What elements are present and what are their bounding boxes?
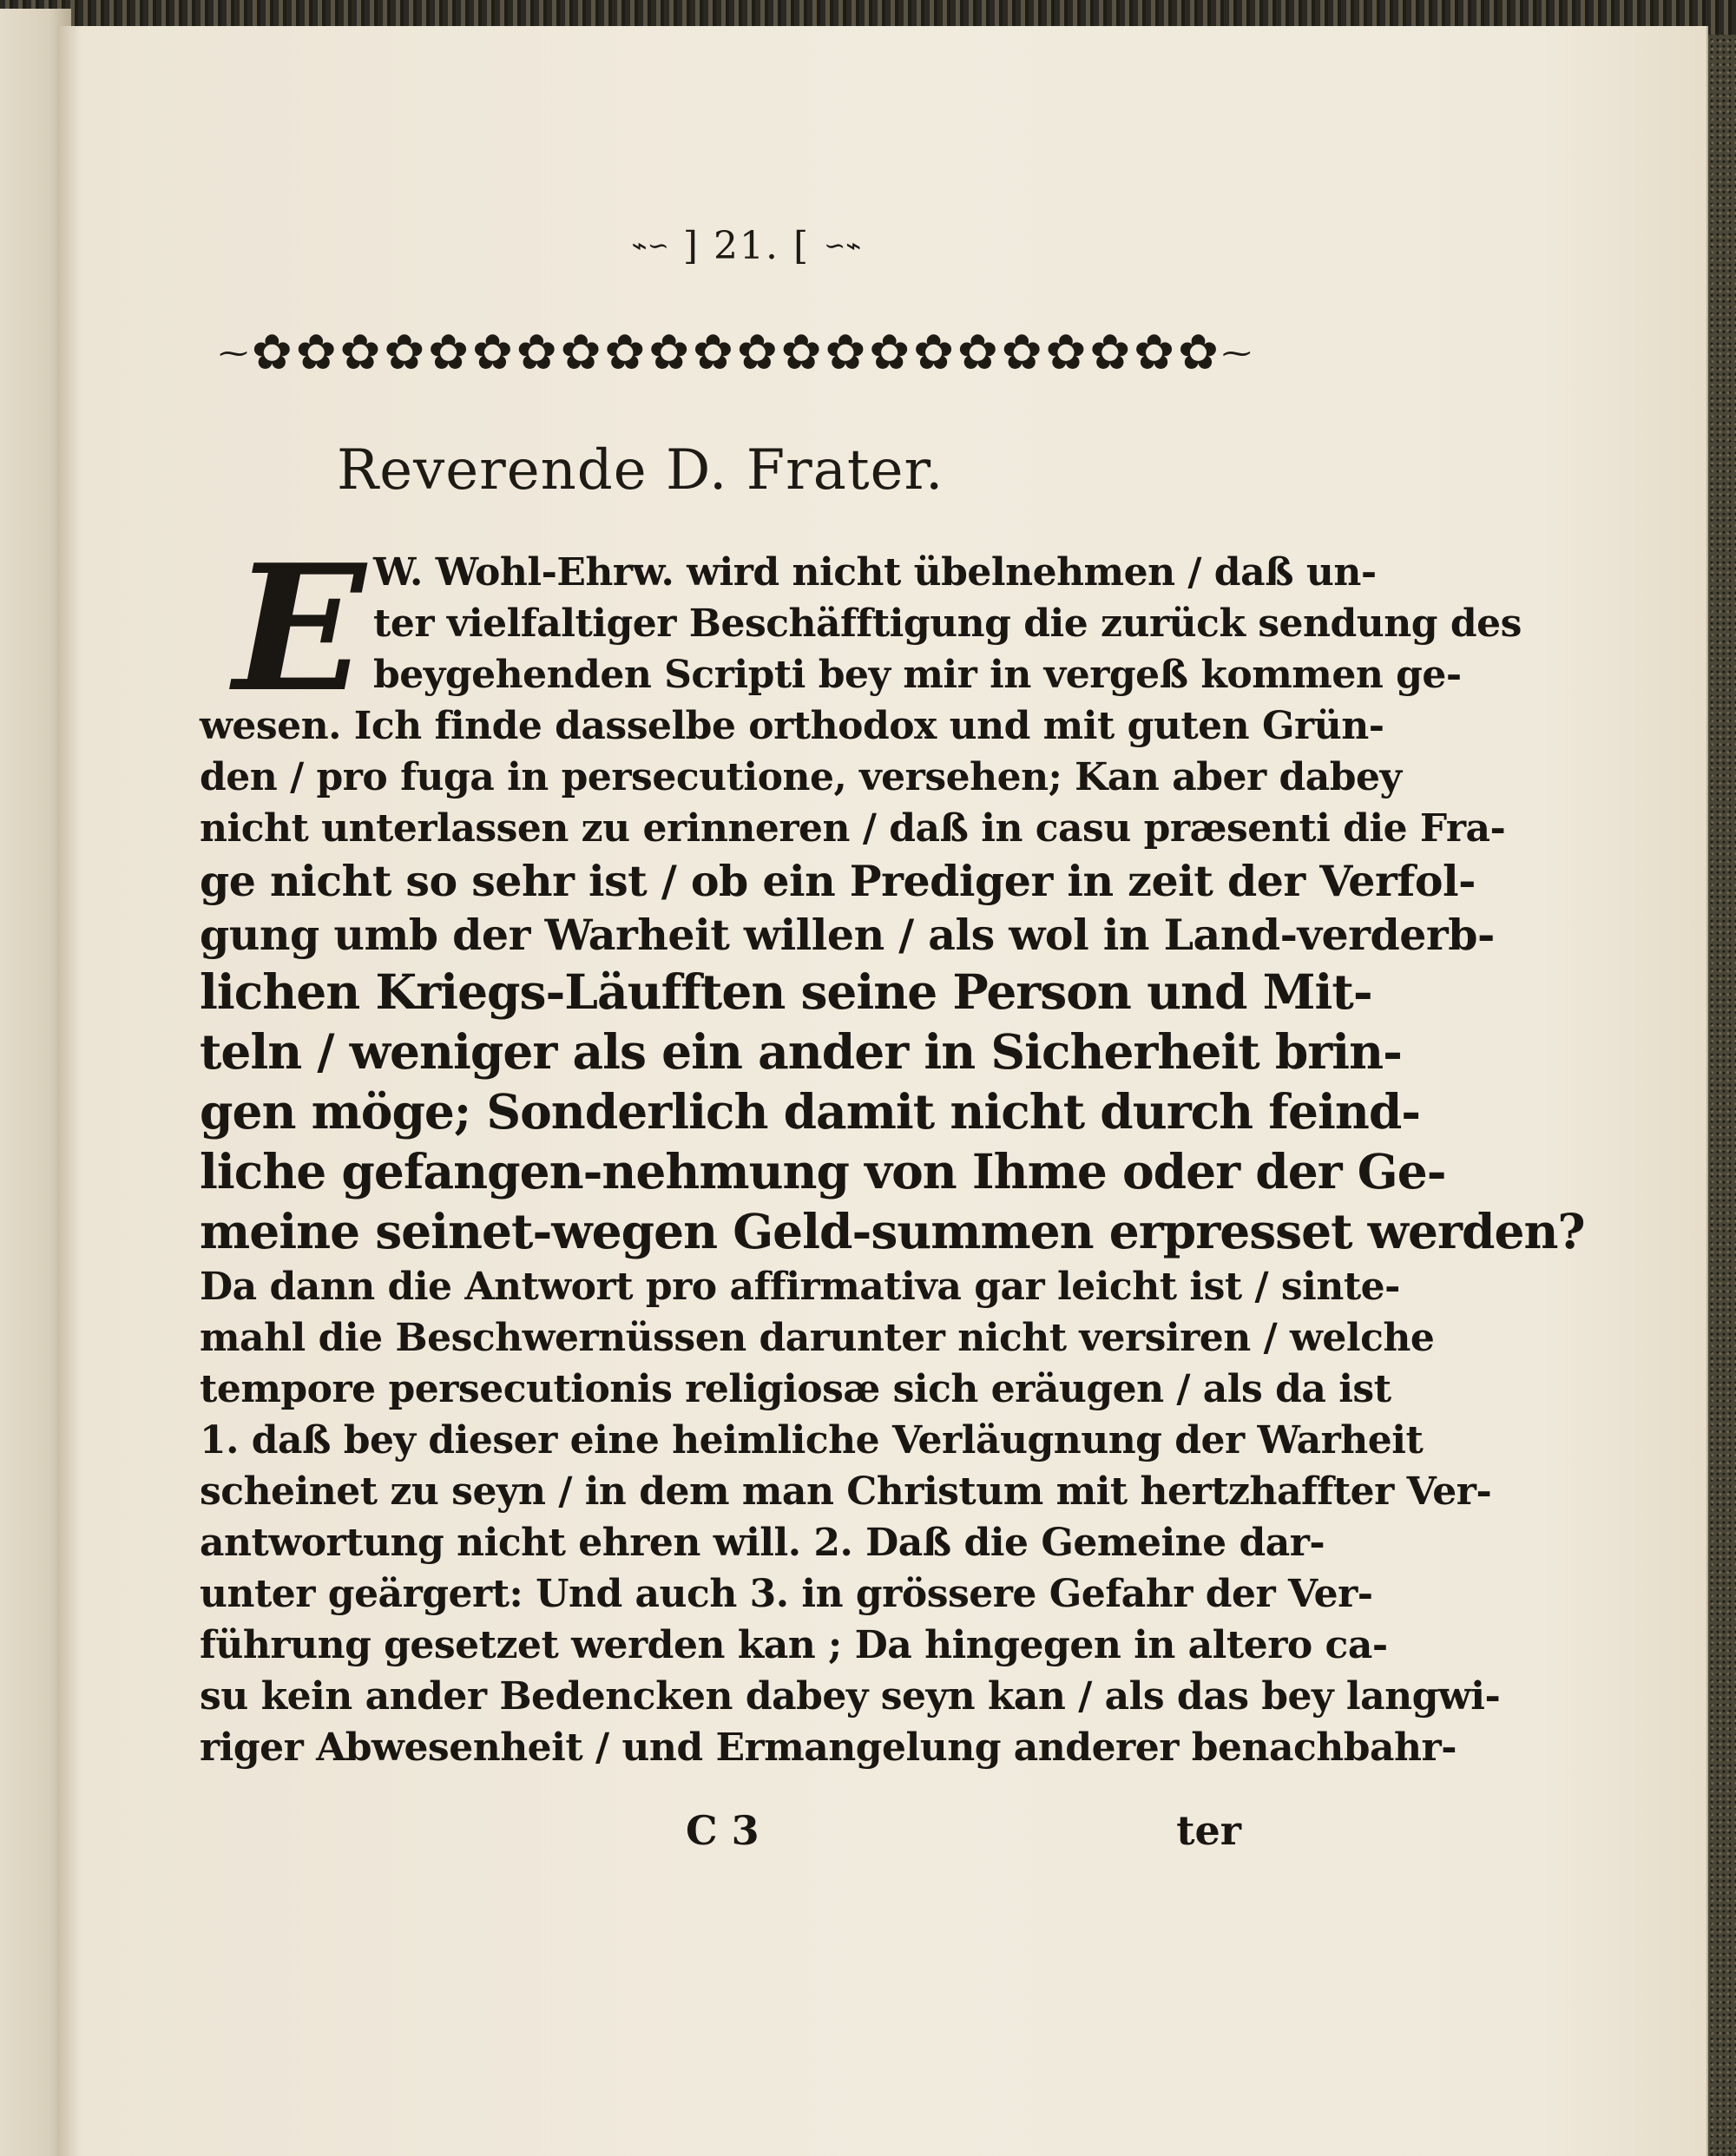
text-line: W. Wohl-Ehrw. wird nicht übelnehmen / daß un- <box>373 550 1377 595</box>
page-number: ] 21. [ <box>682 223 811 268</box>
flower-ornament: ✿ <box>428 325 470 381</box>
flower-ornament: ✿ <box>471 325 513 381</box>
text-line: liche gefangen-nehmung von Ihme oder der Ge- <box>200 1143 1446 1200</box>
text-line: tempore persecutionis religiosæ sich eräugen / als da ist <box>200 1367 1391 1411</box>
page-footer <box>200 1807 1241 1868</box>
text-line: scheinet zu seyn / in dem man Christum mit hertzhaffter Ver- <box>200 1469 1492 1514</box>
text-line: riger Abwesenheit / und Ermangelung anderer benachbahr- <box>200 1725 1457 1770</box>
text-line: mahl die Beschwernüssen darunter nicht versiren / welche <box>200 1316 1435 1360</box>
text-line: beygehenden Scripti bey mir in vergeß kommen ge- <box>373 653 1462 697</box>
flower-ornament: ✿ <box>693 325 733 381</box>
text-line: lichen Kriegs-Läufften seine Person und Mit- <box>200 963 1372 1020</box>
text-line: gen möge; Sonderlich damit nicht durch feind- <box>200 1083 1421 1140</box>
text-line: ter vielfaltiger Beschäfftigung die zurück sendung des <box>373 601 1522 646</box>
drop-cap: E <box>233 527 366 731</box>
text-line: teln / weniger als ein ander in Sicherheit brin- <box>200 1023 1402 1080</box>
catchword: ter <box>1176 1807 1241 1854</box>
header-ornament-left: ⌁∽ <box>631 230 669 261</box>
flower-ornament: ✿ <box>1089 325 1131 381</box>
text-line: meine seinet-wegen Geld-summen erpresset werden? <box>200 1203 1585 1259</box>
text-line: wesen. Ich finde dasselbe orthodox und mit guten Grün- <box>200 704 1384 748</box>
flower-ornament: ✿ <box>1134 325 1175 381</box>
flower-ornament: ✿ <box>339 325 381 381</box>
flower-ornament: ✿ <box>516 325 557 381</box>
signature-mark: C 3 <box>686 1807 760 1854</box>
page-header <box>599 224 894 267</box>
ornament-end-right: ⁓ <box>1221 336 1252 371</box>
ornament-rule <box>219 323 1252 384</box>
text-line: ge nicht so sehr ist / ob ein Prediger in zeit der Verfol- <box>200 856 1476 906</box>
ornament-end-left: ⁓ <box>219 336 248 371</box>
flower-ornament: ✿ <box>957 325 998 381</box>
text-line: su kein ander Bedencken dabey seyn kan / als das bey langwi- <box>200 1674 1501 1719</box>
flower-ornament: ✿ <box>560 325 602 381</box>
flower-ornament: ✿ <box>913 325 954 381</box>
text-line: führung gesetzet werden kan ; Da hingegen in altero ca- <box>200 1623 1388 1667</box>
text-line: nicht unterlassen zu erinneren / daß in casu præsenti die Fra- <box>200 806 1506 851</box>
text-line: den / pro fuga in persecutione, versehen; Kan aber dabey <box>200 755 1402 799</box>
text-line: Da dann die Antwort pro affirmativa gar leicht ist / sinte- <box>200 1265 1400 1309</box>
flower-ornament: ✿ <box>1177 325 1219 381</box>
flower-ornament: ✿ <box>825 325 866 381</box>
flower-ornament: ✿ <box>736 325 778 381</box>
header-ornament-right: ∽⌁ <box>824 230 862 261</box>
text-line: antwortung nicht ehren will. 2. Daß die Gemeine dar- <box>200 1521 1325 1565</box>
flower-ornament: ✿ <box>1001 325 1042 381</box>
flower-ornament: ✿ <box>869 325 911 381</box>
flower-ornament: ✿ <box>604 325 646 381</box>
text-line: 1. daß bey dieser eine heimliche Verläugnung der Warheit <box>200 1418 1424 1463</box>
flower-ornament: ✿ <box>780 325 822 381</box>
flower-ornament: ✿ <box>295 325 337 381</box>
flower-ornament: ✿ <box>648 325 690 381</box>
text-line: gung umb der Warheit willen / als wol in Land-verderb- <box>200 910 1495 960</box>
salutation: Reverende D. Frater. <box>337 438 944 503</box>
text-line: unter geärgert: Und auch 3. in grössere Gefahr der Ver- <box>200 1572 1373 1616</box>
flower-ornament: ✿ <box>1045 325 1087 381</box>
flower-ornament: ✿ <box>384 325 425 381</box>
flower-ornament: ✿ <box>251 325 293 381</box>
body-text <box>200 527 1585 1773</box>
